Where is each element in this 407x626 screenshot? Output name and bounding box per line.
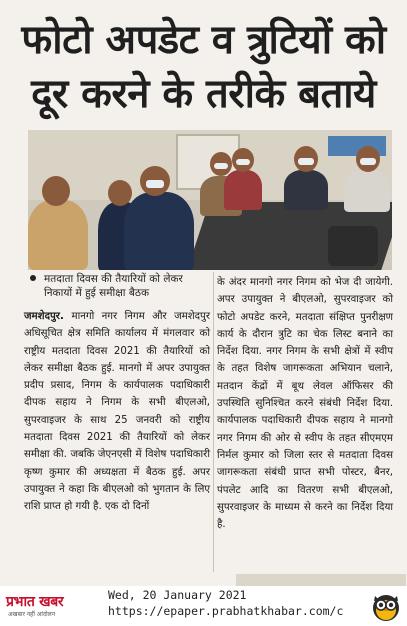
logo-tagline: अखबार नहीं आंदोलन	[8, 611, 56, 618]
epaper-url[interactable]: https://epaper.prabhatkhabar.com/c	[108, 604, 344, 618]
next-article-edge	[0, 572, 407, 586]
meeting-photo	[28, 130, 392, 270]
footer-bar	[0, 586, 407, 626]
column-divider	[213, 272, 214, 572]
logo-text: प्रभात खबर	[6, 594, 64, 610]
headline-line-2: दूर करने के तरीके बताये	[31, 71, 376, 117]
article-body-right: के अंदर मानगो नगर निगम को भेज दी जायेगी. अपर उपायुक्त ने बीएलओ, सुपरवाइजर को फोटो अपडेट करने, मतदाता संक्षिप्त पुनरीक्षण कार्य के दौरान त्रुटि का चेक लिस्ट बनाने का निर्देश दिया. नगर निगम के सभी क्षेत्रों में स्वीप के तहत विशेष जागरूकता अभियान चलाने, मतदान केंद्रों में बूथ लेवल ऑफिसर की उपस्थिति सुनिश्चित करने संबंधी निर्देश दिया. कार्यपालक पदाधिकारी दीपक सहाय ने मानगो नगर निगम की ओर से स्वीप के तहत सीएमएम निर्मल कुमार को जिला स्तर से मतदाता दिवस जागरूकता संबंधी प्राप्त सभी पोस्टर, बैनर, पंपलेट आदि का वितरण सभी बीएलओ, सुपरवाइजर के माध्यम से करने का निर्देश दिया है.	[217, 277, 393, 531]
owl-icon	[370, 590, 402, 622]
photo-caption: मतदाता दिवस की तैयारियों को लेकर निकायों में हुई समीक्षा बैठक	[24, 272, 210, 300]
dateline: जमशेदपुर.	[24, 311, 72, 322]
bullet-icon	[30, 275, 36, 281]
edition-date: Wed, 20 January 2021	[108, 588, 247, 602]
prabhat-khabar-logo	[6, 592, 94, 620]
article-column-left	[24, 308, 210, 516]
article-body-left: मानगो नगर निगम और जमशेदपुर अधिसूचित क्षेत्र समिति कार्यालय में मंगलवार को राष्ट्रीय मतदाता दिवस 2021 की तैयारियों को लेकर समीक्षा बैठक हुई. मानगो में अपर उपायुक्त प्रदीप प्रसाद, निगम के कार्यपालक पदाधिकारी दीपक सहाय ने निगम के सभी बीएलओ, सुपरवाइजर के साथ 25 जनवरी को राष्ट्रीय मतदाता दिवस 2021 की तैयारियों को लेकर समीक्षा की. जबकि जेएनएसी में विशेष पदाधिकारी कृष्ण कुमार की अध्यक्षता में बैठक हुई. अपर उपायुक्त ने कहा कि बीएलओ को भुगतान के लिए राशि प्राप्त हो गयी है. एक दो दिनों	[24, 311, 211, 513]
headline-line-1: फोटो अपडेट व त्रुटियों को	[21, 17, 386, 63]
article-column-right	[217, 274, 393, 533]
